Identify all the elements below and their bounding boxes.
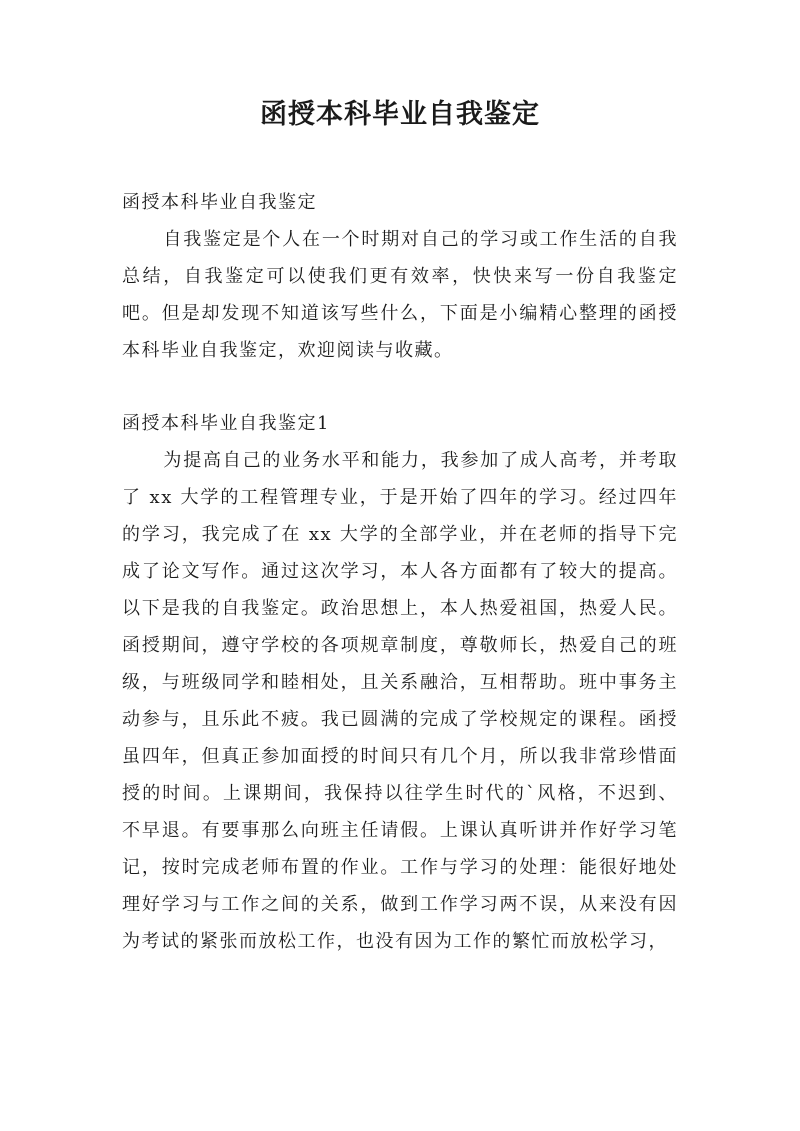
document-title: 函授本科毕业自我鉴定 (260, 99, 540, 130)
intro-heading: 函授本科毕业自我鉴定 (122, 192, 317, 213)
section1-paragraph: 为提高自己的业务水平和能力，我参加了成人高考，并考取了 xx 大学的工程管理专业，于是开始了四年的学习。经过四年的学习，我完成了在 xx 大学的全部学业，并在老师的指导下完成了论文写作。通过这次学习，本人各方面都有了较大的提高。以下是我的自我鉴定。政治思想上，本人热爱祖国，热爱人民。函授期间，遵守学校的各项规章制度，尊敬师长，热爱自己的班级，与班级同学和睦相处，且关系融洽，互相帮助。班中事务主动参与，且乐此不疲。我已圆满的完成了学校规定的课程。函授虽四年，但真正参加面授的时间只有几个月，所以我非常珍惜面授的时间。上课期间，我保持以往学生时代的`风格，不迟到、不早退。有要事那么向班主任请假。上课认真听讲并作好学习笔记，按时完成老师布置的作业。工作与学习的处理：能很好地处理好学习与工作之间的关系，做到工作学习两不误，从来没有因为考试的紧张而放松工作，也没有因为工作的繁忙而放松学习， (122, 450, 678, 952)
intro-paragraph: 自我鉴定是个人在一个时期对自己的学习或工作生活的自我总结，自我鉴定可以使我们更有效率，快快来写一份自我鉴定吧。但是却发现不知道该写些什么，下面是小编精心整理的函授本科毕业自我鉴定，欢迎阅读与收藏。 (122, 229, 678, 361)
section1-heading: 函授本科毕业自我鉴定1 (122, 413, 330, 434)
paragraph-gap (122, 369, 678, 405)
document-body (122, 184, 678, 960)
